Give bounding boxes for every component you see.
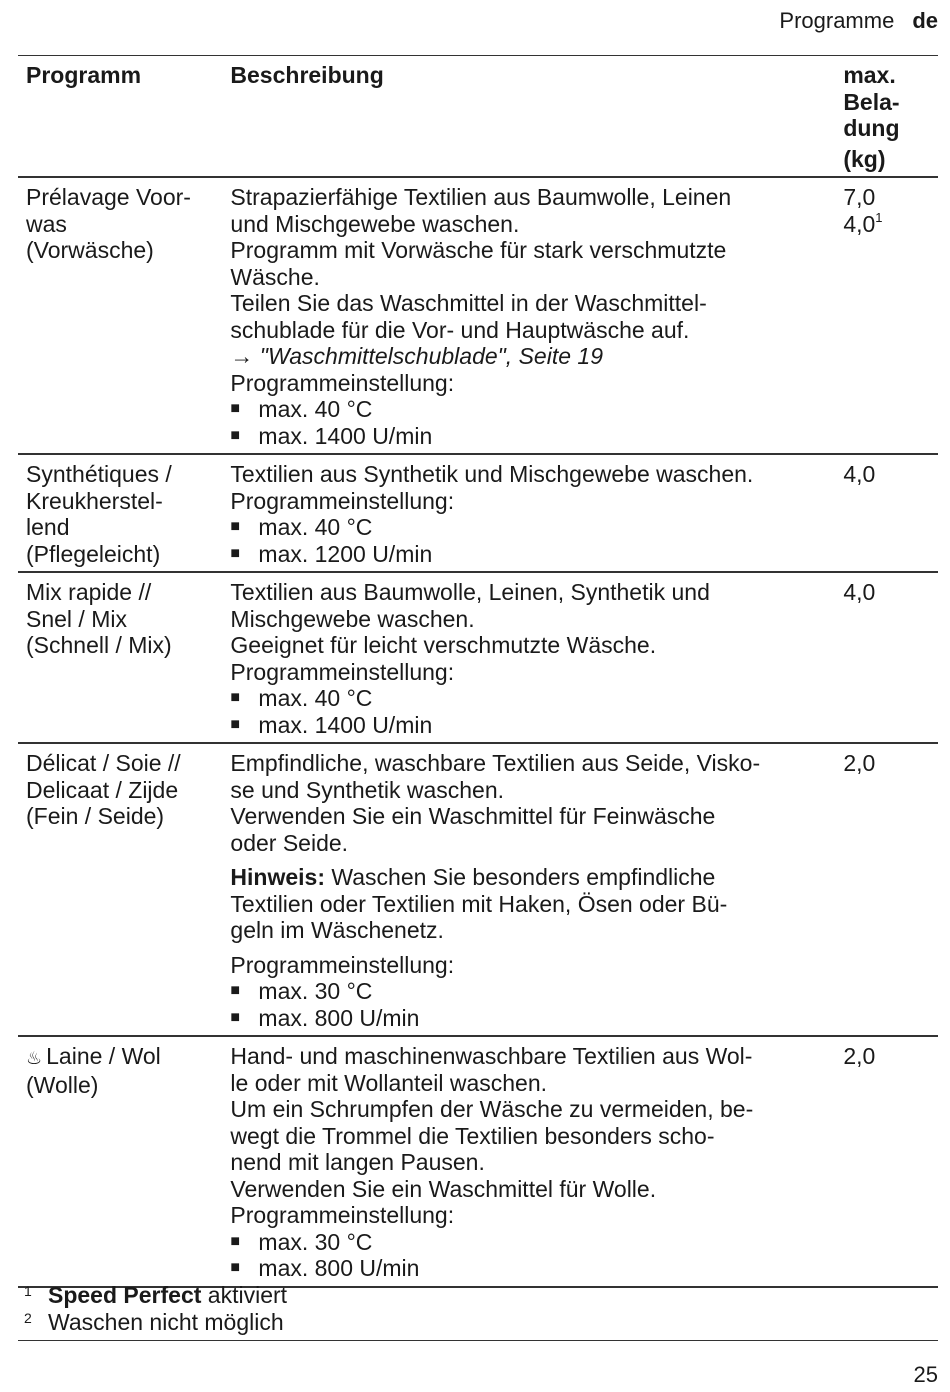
program-name: Délicat / Soie // Delicaat / Zijde (Fein / Seide) <box>26 750 181 829</box>
list-item: ■ max. 30 °C <box>230 1228 373 1255</box>
program-load: 4,0 <box>843 579 876 605</box>
footnote: 2 Waschen nicht möglich <box>24 1309 284 1335</box>
program-description: Hand- und maschinenwaschbare Textilien aus Wol- le oder mit Wollanteil waschen. Um ein Schrumpfen der Wäsche zu vermeiden, be- wegt die Trommel die Textilien besonders scho- nend mit langen Pausen. Verwenden Sie ein Waschmittel für Wolle. Programmeinstellung: ■ max. 30 °C ■ max. 800 U/min <box>230 1036 839 1287</box>
list-item: ■ max. 40 °C <box>230 396 373 422</box>
section-title: Programme <box>779 8 895 33</box>
footnotes <box>18 1282 938 1341</box>
program-load: 4,0 <box>843 461 876 487</box>
program-load: 7,0 $4,0^1$ <box>843 184 883 237</box>
setting-label: Programmeinstellung: <box>230 951 455 978</box>
list-item: ■ max. 1400 U/min <box>230 711 433 738</box>
bullet-square-icon: ■ <box>230 1232 241 1250</box>
footnote-mark: 1 <box>24 1283 32 1299</box>
program-load: 2,0 <box>843 750 876 776</box>
list-item: ■ max. 40 °C <box>230 514 373 540</box>
wool-hand-icon: ♨ <box>26 1048 43 1068</box>
bullet-square-icon: ■ <box>230 1259 241 1276</box>
note-label: Hinweis: <box>230 864 325 890</box>
footnote: 1 Speed Perfect aktiviert <box>24 1282 288 1308</box>
footnote-mark: 2 <box>24 1310 32 1326</box>
list-item: ■ max. 1400 U/min <box>230 422 433 449</box>
setting-label: Programmeinstellung: <box>230 1202 455 1228</box>
program-description: Textilien aus Synthetik und Mischgewebe waschen. Programmeinstellung: ■ max. 40 °C ■ max. 1200 U/min <box>230 454 839 572</box>
note: Hinweis: Waschen Sie besonders empfindliche <box>230 864 716 890</box>
page-header <box>779 8 938 34</box>
program-table <box>18 56 938 1288</box>
table-row <box>18 177 938 454</box>
col-header-load: max. Bela- dung (kg) <box>843 62 900 172</box>
bullet-square-icon: ■ <box>230 426 241 444</box>
bullet-square-icon: ■ <box>230 982 241 999</box>
language-tag: de <box>912 8 938 33</box>
list-item: ■ max. 40 °C <box>230 685 373 711</box>
page-reference: → "Waschmittelschublade", Seite 19 <box>230 343 603 369</box>
table-row <box>18 743 938 1036</box>
table-row <box>18 454 938 572</box>
list-item: ■ max. 30 °C <box>230 978 373 1004</box>
program-name: Mix rapide // Snel / Mix (Schnell / Mix) <box>26 579 172 658</box>
program-description: Strapazierfähige Textilien aus Baumwolle, Leinen und Mischgewebe waschen. Programm mit Vorwäsche für stark verschmutzte Wäsche. Teilen Sie das Waschmittel in der Waschmittel- schublade für die Vor- und Hauptwäsche auf. → "Waschmittelschublade", Seite 19 Programmeinstellung: ■ max. 40 °C ■ max. 1400 U/min <box>230 177 839 454</box>
list-item: ■ max. 800 U/min <box>230 1004 420 1031</box>
setting-label: Programmeinstellung: <box>230 487 455 514</box>
setting-label: Programmeinstellung: <box>230 658 455 685</box>
bullet-square-icon: ■ <box>230 689 241 706</box>
program-name: ♨ Laine / Wol (Wolle) <box>26 1043 161 1098</box>
table-row <box>18 572 938 743</box>
col-header-description: Beschreibung <box>230 62 384 88</box>
table-row <box>18 1036 938 1287</box>
program-name: Prélavage Voor- was (Vorwäsche) <box>26 184 191 263</box>
bullet-square-icon: ■ <box>230 400 241 417</box>
program-description: Textilien aus Baumwolle, Leinen, Synthetik und Mischgewebe waschen. Geeignet für leicht verschmutzte Wäsche. Programmeinstellung: ■ max. 40 °C ■ max. 1400 U/min <box>230 572 839 743</box>
list-item: ■ max. 1200 U/min <box>230 540 433 567</box>
program-description: Empfindliche, waschbare Textilien aus Seide, Visko- se und Synthetik waschen. Verwenden Sie ein Waschmittel für Feinwäsche oder Seide. Hinweis: Waschen Sie besonders empfindliche Textilien oder Textilien mit Haken, Ösen oder Bü- geln im Wäschenetz. Programmeinstellung: ■ max. 30 °C ■ max. 800 U/min <box>230 743 839 1036</box>
list-item: ■ max. 800 U/min <box>230 1255 420 1281</box>
page-number: 25 <box>913 1362 938 1387</box>
bullet-square-icon: ■ <box>230 518 241 535</box>
program-name: Synthétiques / Kreukherstel- lend (Pflegeleicht) <box>26 461 172 567</box>
footnote-ref: 1 <box>875 209 883 225</box>
col-header-program: Programm <box>26 62 142 88</box>
program-load: 2,0 <box>843 1043 876 1069</box>
setting-label: Programmeinstellung: <box>230 369 455 396</box>
table-header-row <box>18 56 938 177</box>
bullet-square-icon: ■ <box>230 715 241 733</box>
bullet-square-icon: ■ <box>230 1008 241 1026</box>
bullet-square-icon: ■ <box>230 544 241 562</box>
